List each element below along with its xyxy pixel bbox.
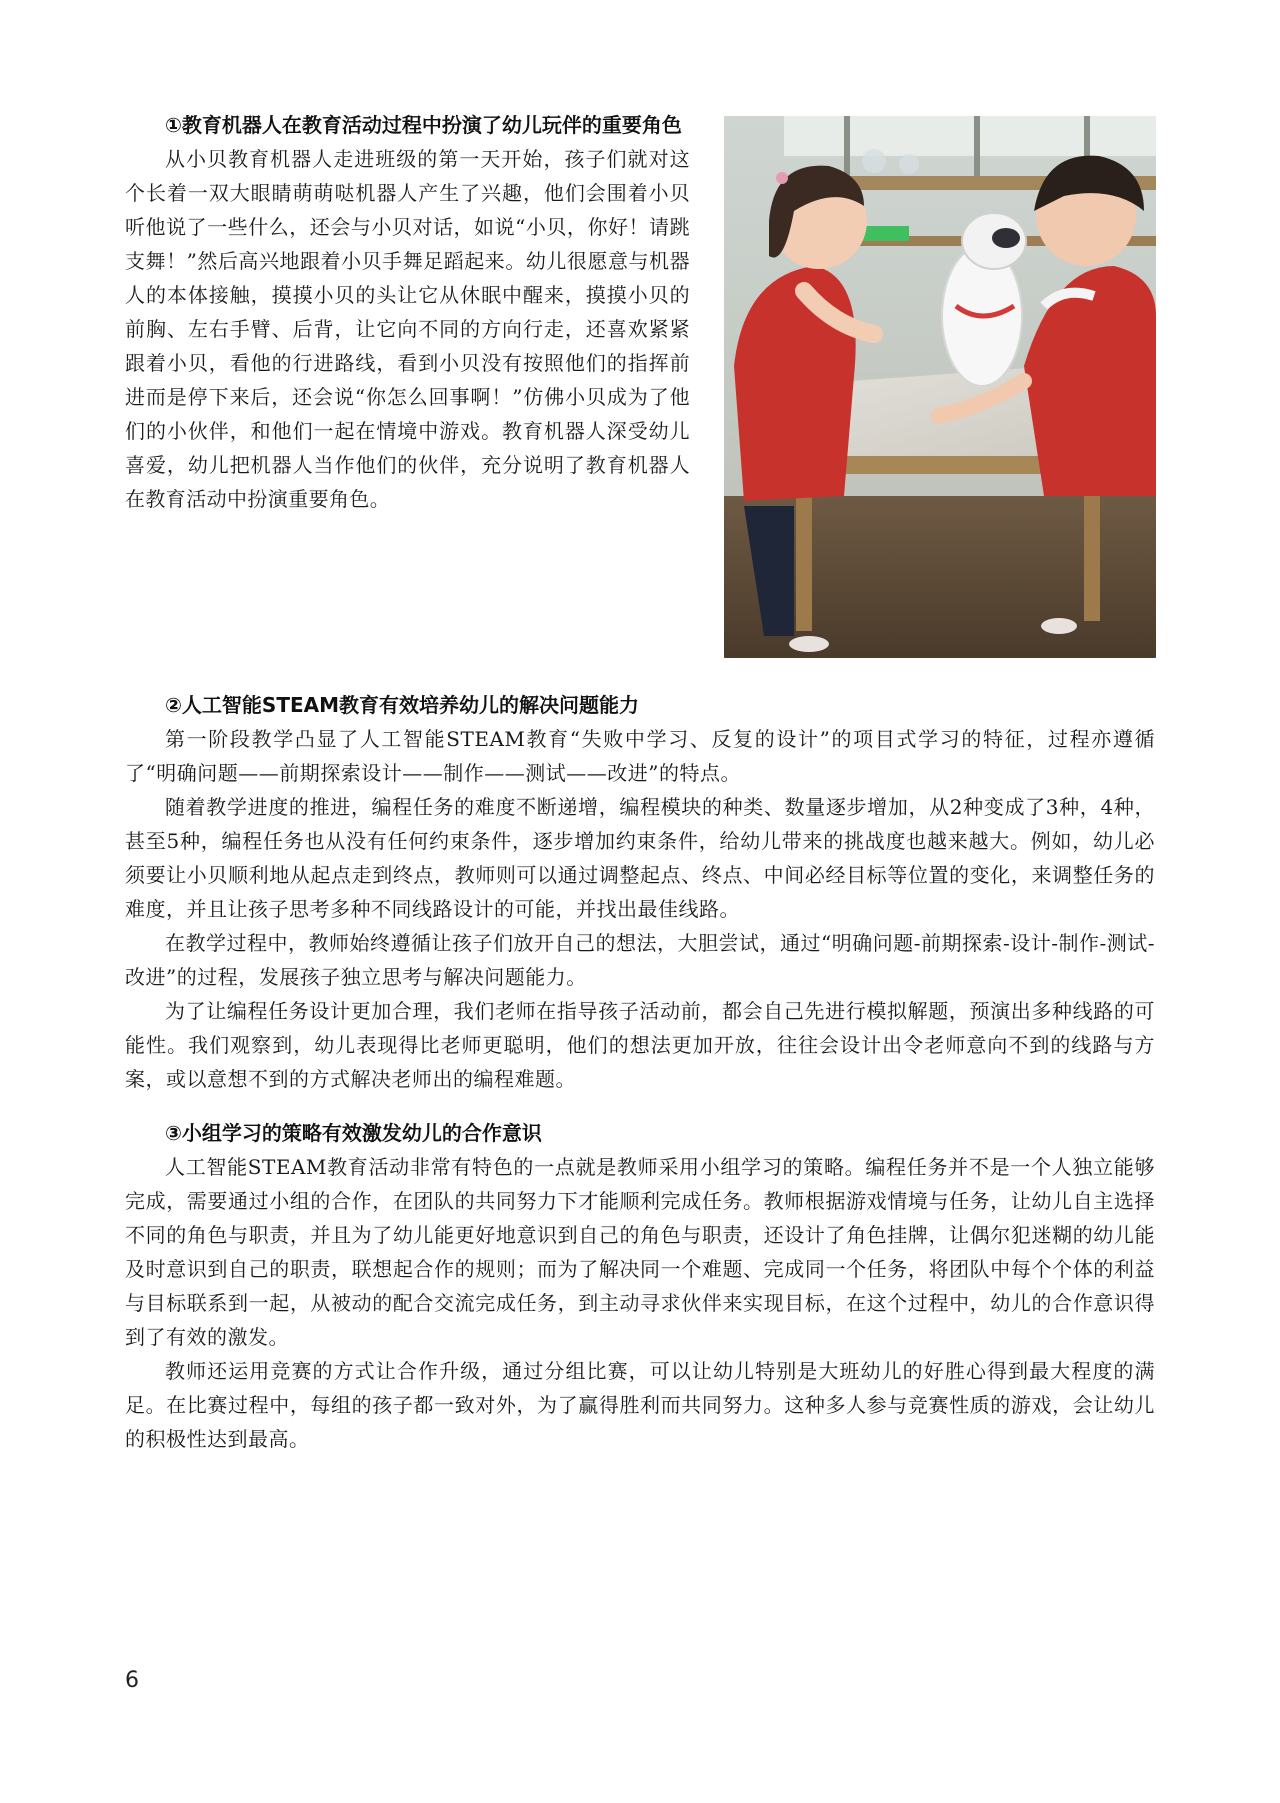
section-1-paragraph: 从小贝教育机器人走进班级的第一天开始，孩子们就对这个长着一双大眼睛萌萌哒机器人产生了兴趣，他们会围着小贝听他说了一些什么，还会与小贝对话，如说“小贝，你好！请跳支舞！”然后高兴地跟着小贝手舞足蹈起来。幼儿很愿意与机器人的本体接触，摸摸小贝的头让它从休眠中醒来，摸摸小贝的前胸、左右手臂、后背，让它向不同的方向行走，还喜欢紧紧跟着小贝，看他的行进路线，看到小贝没有按照他们的指挥前进而是停下来后，还会说“你怎么回事啊！”仿佛小贝成为了他们的小伙伴，和他们一起在情境中游戏。教育机器人深受幼儿喜爱，幼儿把机器人当作他们的伙伴，充分说明了教育机器人在教育活动中扮演重要角色。 <box>125 147 690 511</box>
section-2-paragraph-2: 随着教学进度的推进，编程任务的难度不断递增，编程模块的种类、数量逐步增加，从2种变成了3种，4种，甚至5种，编程任务也从没有任何约束条件，逐步增加约束条件，给幼儿带来的挑战度也越来越大。例如，幼儿必须要让小贝顺利地从起点走到终点，教师则可以通过调整起点、终点、中间必经目标等位置的变化，来调整任务的难度，并且让孩子思考多种不同线路设计的可能，并找出最佳线路。 <box>125 795 1155 921</box>
page-number: 6 <box>125 1668 139 1693</box>
section-3-paragraph-2: 教师还运用竞赛的方式让合作升级，通过分组比赛，可以让幼儿特别是大班幼儿的好胜心得到最大程度的满足。在比赛过程中，每组的孩子都一致对外，为了赢得胜利而共同努力。这种多人参与竞赛性质的游戏，会让幼儿的积极性达到最高。 <box>125 1359 1155 1451</box>
page-content <box>125 108 1155 1456</box>
section-3-heading: ③小组学习的策略有效激发幼儿的合作意识 <box>165 1121 542 1145</box>
children-robot-photo <box>724 116 1156 658</box>
section-2-paragraph-3: 在教学过程中，教师始终遵循让孩子们放开自己的想法，大胆尝试，通过“明确问题-前期探索-设计-制作-测试-改进”的过程，发展孩子独立思考与解决问题能力。 <box>125 931 1156 989</box>
section-1 <box>125 108 1155 668</box>
section-2-heading: ②人工智能STEAM教育有效培养幼儿的解决问题能力 <box>165 693 640 717</box>
photo-illustration <box>724 116 1156 658</box>
section-1-text <box>125 108 690 516</box>
section-3-paragraph-1: 人工智能STEAM教育活动非常有特色的一点就是教师采用小组学习的策略。编程任务并不是一个人独立能够完成，需要通过小组的合作，在团队的共同努力下才能顺利完成任务。教师根据游戏情境与任务，让幼儿自主选择不同的角色与职责，并且为了幼儿能更好地意识到自己的角色与职责，还设计了角色挂牌，让偶尔犯迷糊的幼儿能及时意识到自己的职责，联想起合作的规则；而为了解决同一个难题、完成同一个任务，将团队中每个个体的利益与目标联系到一起，从被动的配合交流完成任务，到主动寻求伙伴来实现目标，在这个过程中，幼儿的合作意识得到了有效的激发。 <box>125 1155 1155 1349</box>
section-2-paragraph-4: 为了让编程任务设计更加合理，我们老师在指导孩子活动前，都会自己先进行模拟解题，预演出多种线路的可能性。我们观察到，幼儿表现得比老师更聪明，他们的想法更加开放，往往会设计出令老师意向不到的线路与方案，或以意想不到的方式解决老师出的编程难题。 <box>125 999 1155 1091</box>
section-1-heading: ①教育机器人在教育活动过程中扮演了幼儿玩伴的重要角色 <box>165 113 682 137</box>
section-2-paragraph-1: 第一阶段教学凸显了人工智能STEAM教育“失败中学习、反复的设计”的项目式学习的特征，过程亦遵循了“明确问题——前期探索设计——制作——测试——改进”的特点。 <box>125 727 1155 785</box>
